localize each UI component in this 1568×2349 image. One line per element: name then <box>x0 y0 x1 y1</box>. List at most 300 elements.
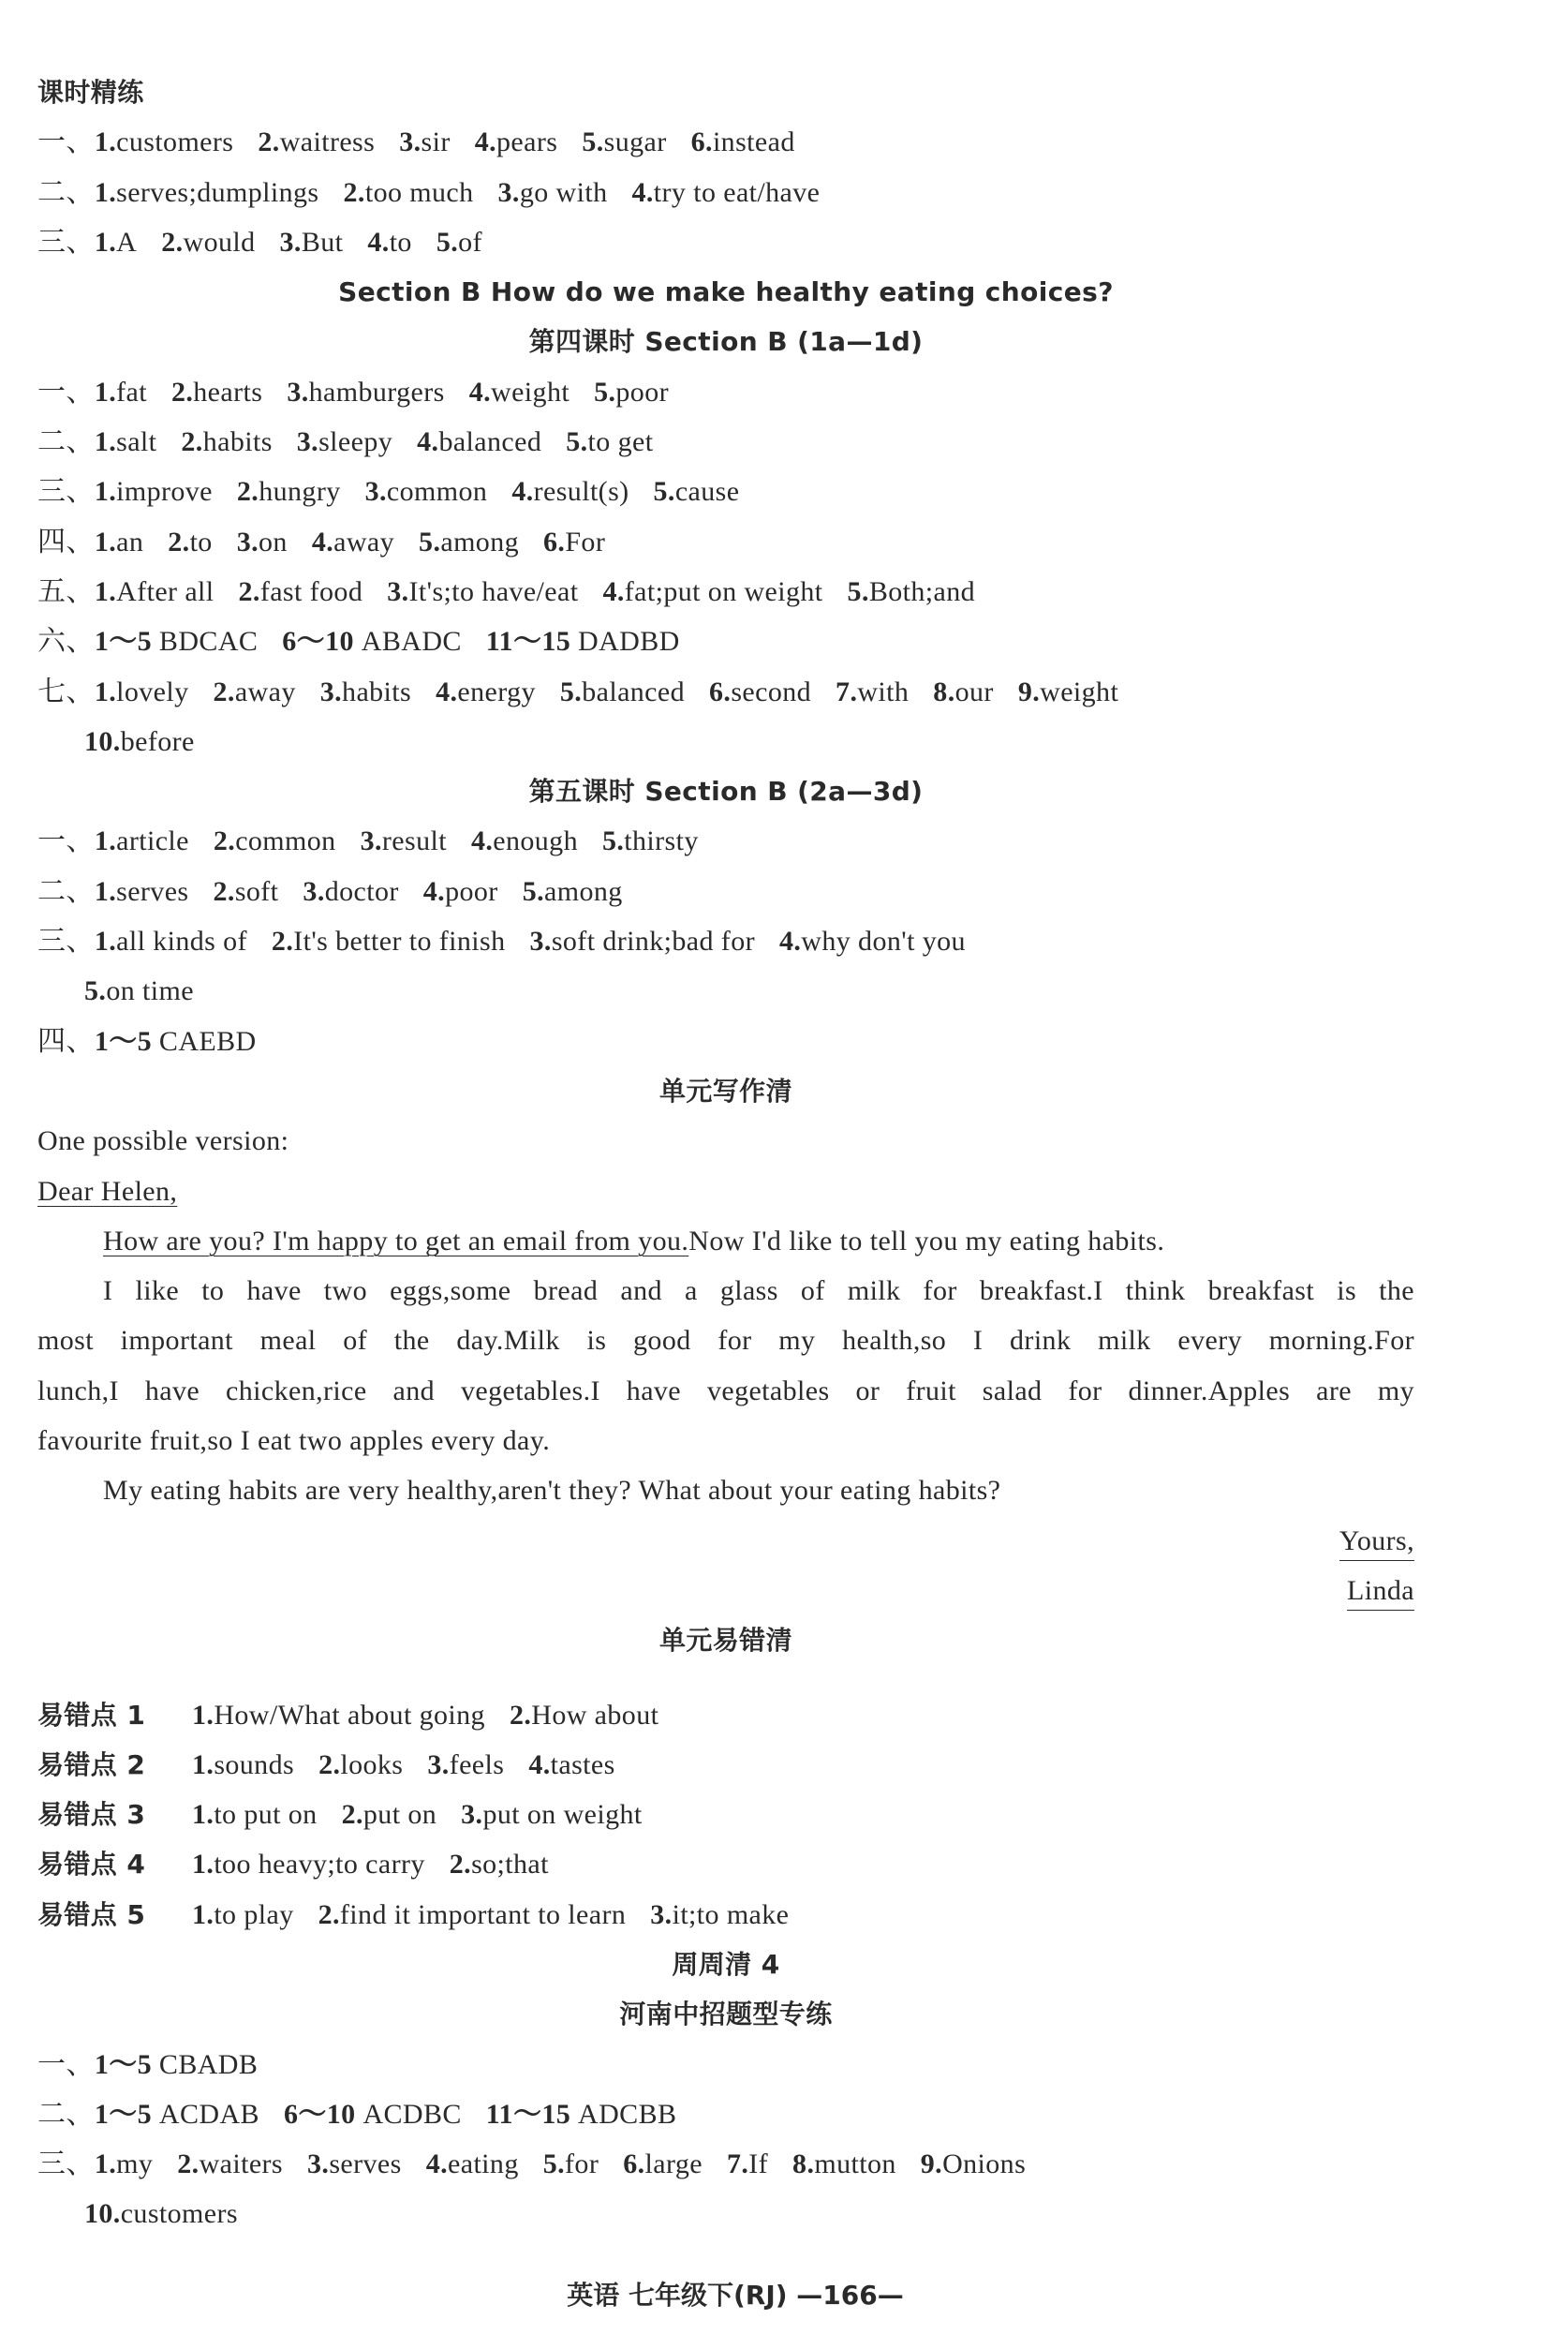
answer-item <box>95 168 319 217</box>
answer-text: too much <box>364 176 474 208</box>
lesson5-title: 第五课时 Section B (2a—3d) <box>528 776 924 808</box>
answer-number: 1. <box>192 1849 214 1881</box>
answer-text: thirsty <box>624 825 699 857</box>
question-prefix: 一、 <box>37 126 95 158</box>
answer-item <box>650 1890 789 1940</box>
answer-item <box>214 667 296 717</box>
greeting-text: Dear Helen, <box>37 1175 178 1207</box>
answer-text: waiters <box>199 2148 284 2180</box>
answer-number: 3. <box>650 1898 673 1930</box>
answer-text: result <box>381 825 447 857</box>
answer-page <box>37 67 1414 2239</box>
answer-number: 5. <box>566 426 588 458</box>
answer-text: second <box>731 676 812 707</box>
answer-text: with <box>857 676 910 707</box>
answer-item <box>282 617 462 666</box>
question-prefix: 一、 <box>37 376 95 408</box>
error-point-label: 易错点 2 <box>37 1748 146 1780</box>
answer-text: DADBD <box>578 626 680 658</box>
question-prefix: 一、 <box>37 2048 95 2080</box>
answer-text: large <box>644 2148 703 2180</box>
error-point-line <box>37 1890 1414 1940</box>
answer-item <box>543 517 605 567</box>
answer-number: 5. <box>653 476 675 508</box>
answer-item <box>419 517 519 567</box>
answer-line <box>37 217 1414 267</box>
question-prefix: 二、 <box>37 875 95 907</box>
answer-number: 5. <box>601 825 625 857</box>
answer-text: How about <box>531 1699 659 1731</box>
answer-number: 3. <box>529 926 552 958</box>
answer-text: It's;to have/eat <box>408 575 579 607</box>
answer-text: ACDAB <box>158 2098 259 2130</box>
answer-text: improve <box>116 476 213 508</box>
answer-item <box>602 567 822 617</box>
answer-item <box>177 2139 283 2189</box>
answer-text: among <box>544 875 623 907</box>
answer-number: 2. <box>343 176 365 208</box>
answer-number: 10. <box>84 725 121 757</box>
answer-item <box>779 916 966 966</box>
answer-number: 11～15 <box>485 626 579 658</box>
answer-text: soft drink;bad for <box>551 926 755 958</box>
answer-item <box>523 867 623 916</box>
answer-item <box>530 916 755 966</box>
answer-text: pears <box>496 126 558 158</box>
answer-text: on time <box>106 975 194 1007</box>
answer-text: looks <box>340 1748 404 1780</box>
answer-item <box>297 417 392 467</box>
question-prefix: 三、 <box>37 926 95 958</box>
answer-item <box>427 1740 504 1790</box>
answer-item <box>307 2139 402 2189</box>
answer-text: an <box>116 526 144 558</box>
answer-number: 4. <box>311 526 334 558</box>
answer-text: salt <box>116 426 157 458</box>
answer-number: 3. <box>296 426 319 458</box>
answer-number: 10. <box>84 2198 121 2230</box>
answer-text: poor <box>445 875 498 907</box>
answer-text: enough <box>493 825 578 857</box>
answer-item <box>602 816 699 866</box>
answer-number: 3. <box>387 575 409 607</box>
answer-item <box>237 517 288 567</box>
answer-number: 2. <box>318 1748 341 1780</box>
answer-number: 1. <box>94 676 117 707</box>
answer-number: 6～10 <box>282 626 362 658</box>
answer-item <box>399 117 451 167</box>
answer-text: waitress <box>279 126 376 158</box>
answer-item <box>214 816 336 866</box>
answer-item <box>528 1740 614 1790</box>
answer-number: 3. <box>427 1748 450 1780</box>
answer-text: If <box>748 2148 769 2180</box>
weekly-subtitle: 河南中招题型专练 <box>619 1999 833 2030</box>
answer-text: hamburgers <box>308 376 445 408</box>
question-prefix: 一、 <box>37 825 95 857</box>
answer-text: doctor <box>324 875 399 907</box>
answer-item <box>367 217 411 267</box>
answer-number: 2. <box>236 476 259 508</box>
answer-item <box>272 916 506 966</box>
answer-item <box>344 168 474 217</box>
answer-line <box>37 1017 1414 1066</box>
answer-number: 4. <box>425 2148 449 2180</box>
answer-number: 1. <box>192 1799 214 1831</box>
answer-line <box>37 667 1414 717</box>
answer-number: 3. <box>319 676 343 707</box>
answer-text: It's better to finish <box>293 926 506 958</box>
answer-text: common <box>386 476 488 508</box>
error-point-line <box>37 1690 1414 1740</box>
answer-item <box>387 567 578 617</box>
answer-text: to <box>389 226 412 258</box>
answer-item <box>287 367 444 417</box>
answer-item <box>691 117 795 167</box>
answer-number: 3. <box>497 176 520 208</box>
answer-number: 2. <box>168 526 190 558</box>
answer-item <box>171 367 262 417</box>
answer-item <box>1018 667 1118 717</box>
opening-rest: Now I'd like to tell you my eating habits. <box>688 1225 1165 1256</box>
answer-line <box>37 567 1414 617</box>
error-point-line <box>37 1839 1414 1889</box>
writing-intro: One possible version: <box>37 1125 289 1157</box>
answer-number: 5. <box>522 875 544 907</box>
page-footer: 英语 七年级下(RJ) —166— <box>567 2280 904 2311</box>
answer-item <box>566 417 653 467</box>
answer-text: ABADC <box>361 626 462 658</box>
signature-text: Linda <box>1347 1572 1414 1611</box>
answer-text: before <box>120 725 195 757</box>
answer-number: 5. <box>594 376 616 408</box>
answer-item <box>848 567 976 617</box>
answer-text: for <box>565 2148 599 2180</box>
answer-item <box>95 2089 259 2139</box>
weekly-answers <box>37 2040 1414 2239</box>
answer-number: 1～5 <box>94 2098 159 2130</box>
answer-item <box>168 517 212 567</box>
answer-number: 3. <box>360 825 382 857</box>
answer-line <box>37 2139 1414 2189</box>
answer-number: 4. <box>417 426 439 458</box>
letter-para2-line1: I like to have two eggs,some bread and a glass of milk for breakfast.I think breakfast is the <box>103 1275 1414 1307</box>
answer-text: feels <box>449 1748 505 1780</box>
answer-line <box>37 2189 1414 2238</box>
answer-text: sounds <box>214 1748 295 1780</box>
answer-number: 3. <box>287 376 309 408</box>
letter-signature <box>37 1566 1414 1615</box>
answer-item <box>623 2139 703 2189</box>
answer-text: fast food <box>259 575 363 607</box>
answer-item <box>511 467 629 516</box>
answer-text: our <box>954 676 994 707</box>
answer-text: energy <box>457 676 536 707</box>
answer-item <box>239 567 363 617</box>
answer-number: 3. <box>279 226 302 258</box>
answer-text: ADCBB <box>578 2098 677 2130</box>
answer-number: 2. <box>271 926 294 958</box>
answer-item <box>436 217 482 267</box>
answer-number: 5. <box>436 226 459 258</box>
answer-item <box>84 2189 238 2238</box>
answer-text: serves <box>116 875 189 907</box>
letter-para2-line4: favourite fruit,so I eat two apples every day. <box>37 1425 551 1457</box>
answer-text: lovely <box>116 676 189 707</box>
answer-number: 2. <box>161 226 184 258</box>
answer-line <box>37 617 1414 666</box>
answer-text: balanced <box>438 426 542 458</box>
answer-item <box>95 816 189 866</box>
answer-number: 2. <box>181 426 203 458</box>
answer-item <box>498 168 608 217</box>
answer-item <box>95 367 147 417</box>
answer-number: 1. <box>94 476 117 508</box>
answer-item <box>192 1790 318 1839</box>
answer-item <box>792 2139 896 2189</box>
question-prefix: 二、 <box>37 426 95 458</box>
answer-number: 7. <box>726 2148 749 2180</box>
answer-number: 9. <box>1017 676 1041 707</box>
answer-item <box>161 217 255 267</box>
letter-closing <box>37 1516 1414 1566</box>
answer-item <box>426 2139 519 2189</box>
answer-number: 2. <box>213 875 235 907</box>
answer-text: Onions <box>942 2148 1027 2180</box>
answer-item <box>486 2089 677 2139</box>
answer-item <box>342 1790 437 1839</box>
practice-answers <box>37 117 1414 267</box>
weekly-title: 周周清 4 <box>672 1948 780 1980</box>
answer-line <box>37 867 1414 916</box>
answer-number: 2. <box>449 1849 472 1881</box>
answer-text: CBADB <box>158 2048 259 2080</box>
answer-text: among <box>440 526 520 558</box>
answer-number: 1. <box>94 2148 117 2180</box>
answer-text: sleepy <box>318 426 393 458</box>
answer-text: BDCAC <box>158 626 259 658</box>
answer-number: 4. <box>511 476 534 508</box>
answer-item <box>192 1740 294 1790</box>
answer-number: 4. <box>367 226 390 258</box>
answer-text: habits <box>202 426 273 458</box>
answer-item <box>417 417 541 467</box>
answer-number: 6. <box>709 676 732 707</box>
answer-item <box>654 467 740 516</box>
answer-text: too heavy;to carry <box>214 1849 425 1881</box>
answer-item <box>475 117 558 167</box>
answer-number: 1. <box>192 1748 214 1780</box>
answer-text: fat <box>116 376 147 408</box>
answer-item <box>423 867 498 916</box>
answer-line <box>37 417 1414 467</box>
answer-item <box>95 867 189 916</box>
answer-item <box>95 517 143 567</box>
answer-item <box>318 1890 627 1940</box>
answer-text: customers <box>120 2198 238 2230</box>
answer-line <box>37 717 1414 766</box>
answer-item <box>361 816 447 866</box>
question-prefix: 五、 <box>37 575 95 607</box>
letter-para2-line2: most important meal of the day.Milk is good for my health,so I drink milk every morning.For <box>37 1325 1414 1357</box>
answer-item <box>192 1890 294 1940</box>
answer-item <box>284 2089 462 2139</box>
answer-line <box>37 2089 1414 2139</box>
answer-number: 2. <box>213 676 235 707</box>
answer-text: balanced <box>582 676 686 707</box>
answer-item <box>84 966 194 1016</box>
answer-number: 1. <box>94 825 117 857</box>
answer-number: 4. <box>602 575 625 607</box>
answer-number: 4. <box>631 176 654 208</box>
answer-text: on <box>259 526 288 558</box>
answer-number: 1. <box>192 1699 214 1731</box>
answer-item <box>921 2139 1026 2189</box>
answer-text: Both;and <box>868 575 976 607</box>
answer-text: all kinds of <box>116 926 247 958</box>
lesson4-title: 第四课时 Section B (1a—1d) <box>528 326 924 358</box>
answer-number: 7. <box>836 676 858 707</box>
answer-number: 2. <box>341 1799 363 1831</box>
answer-number: 5. <box>559 676 583 707</box>
answer-number: 3. <box>461 1799 483 1831</box>
answer-number: 1. <box>94 426 117 458</box>
answer-item <box>95 567 214 617</box>
letter-para3: My eating habits are very healthy,aren't they? What about your eating habits? <box>103 1475 1001 1507</box>
answer-line <box>37 367 1414 417</box>
error-point-label: 易错点 5 <box>37 1898 146 1930</box>
answer-text: result(s) <box>533 476 629 508</box>
answer-text: common <box>235 825 336 857</box>
answer-line <box>37 117 1414 167</box>
answer-item <box>365 467 488 516</box>
answer-number: 3. <box>236 526 259 558</box>
answer-text: cause <box>674 476 740 508</box>
errors-list <box>37 1690 1414 1940</box>
answer-item <box>450 1839 549 1889</box>
answer-number: 4. <box>778 926 802 958</box>
answer-text: try to eat/have <box>653 176 821 208</box>
answer-text: to play <box>214 1898 294 1930</box>
answer-item <box>258 117 375 167</box>
answer-item <box>469 367 570 417</box>
error-point-line <box>37 1740 1414 1790</box>
answer-number: 1. <box>94 526 117 558</box>
answer-number: 3. <box>399 126 422 158</box>
lesson4-answers <box>37 367 1414 766</box>
answer-item <box>192 1839 425 1889</box>
answer-item <box>594 367 669 417</box>
answer-text: For <box>565 526 606 558</box>
answer-item <box>237 467 341 516</box>
answer-text: find it important to learn <box>339 1898 627 1930</box>
answer-text: eating <box>448 2148 519 2180</box>
answer-number: 1. <box>94 926 117 958</box>
answer-item <box>320 667 411 717</box>
answer-number: 5. <box>582 126 604 158</box>
answer-number: 6. <box>623 2148 645 2180</box>
answer-text: why don't you <box>801 926 966 958</box>
error-point-label: 易错点 3 <box>37 1799 146 1831</box>
answer-number: 11～15 <box>485 2098 579 2130</box>
question-prefix: 四、 <box>37 1025 95 1057</box>
answer-item <box>560 667 685 717</box>
answer-item <box>95 2040 258 2089</box>
answer-item <box>192 1690 485 1740</box>
answer-number: 3. <box>307 2148 330 2180</box>
answer-text: would <box>183 226 256 258</box>
answer-item <box>631 168 820 217</box>
answer-number: 2. <box>509 1699 532 1731</box>
answer-text: ACDBC <box>362 2098 462 2130</box>
answer-item <box>461 1790 643 1839</box>
question-prefix: 三、 <box>37 226 95 258</box>
answer-text: go with <box>519 176 608 208</box>
letter-opening <box>37 1216 1414 1266</box>
closing-text: Yours, <box>1339 1523 1414 1561</box>
answer-item <box>181 417 272 467</box>
answer-text: weight <box>491 376 570 408</box>
answer-number: 6. <box>690 126 713 158</box>
question-prefix: 三、 <box>37 2148 95 2180</box>
answer-number: 8. <box>933 676 955 707</box>
answer-text: A <box>116 226 138 258</box>
question-prefix: 三、 <box>37 476 95 508</box>
lesson5-answers <box>37 816 1414 1065</box>
answer-number: 1. <box>94 176 117 208</box>
answer-item <box>543 2139 599 2189</box>
answer-text: to put on <box>214 1799 318 1831</box>
answer-number: 9. <box>920 2148 943 2180</box>
question-prefix: 四、 <box>37 526 95 558</box>
question-prefix: 二、 <box>37 176 95 208</box>
answer-item <box>95 617 258 666</box>
answer-number: 5. <box>542 2148 566 2180</box>
answer-number: 6. <box>543 526 566 558</box>
answer-number: 5. <box>847 575 869 607</box>
answer-text: away <box>234 676 296 707</box>
answer-text: article <box>116 825 189 857</box>
answer-number: 2. <box>238 575 260 607</box>
answer-item <box>95 916 247 966</box>
answer-line <box>37 916 1414 966</box>
answer-item <box>436 667 536 717</box>
answer-item <box>933 667 994 717</box>
answer-item <box>214 867 279 916</box>
answer-item <box>95 667 189 717</box>
answer-number: 1. <box>94 376 117 408</box>
answer-number: 3. <box>303 875 325 907</box>
letter-greeting <box>37 1167 1414 1216</box>
answer-line <box>37 168 1414 217</box>
answer-text: CAEBD <box>158 1025 257 1057</box>
answer-text: habits <box>342 676 412 707</box>
error-point-label: 易错点 1 <box>37 1699 146 1731</box>
answer-text: to get <box>587 426 654 458</box>
answer-line <box>37 517 1414 567</box>
answer-item <box>582 117 666 167</box>
answer-item <box>836 667 909 717</box>
answer-item <box>84 717 195 766</box>
answer-number: 4. <box>470 825 494 857</box>
answer-text: weight <box>1040 676 1119 707</box>
answer-item <box>280 217 344 267</box>
answer-number: 4. <box>422 875 446 907</box>
answer-text: mutton <box>814 2148 896 2180</box>
answer-number: 8. <box>792 2148 815 2180</box>
answer-text: it;to make <box>672 1898 790 1930</box>
answer-item <box>510 1690 658 1740</box>
